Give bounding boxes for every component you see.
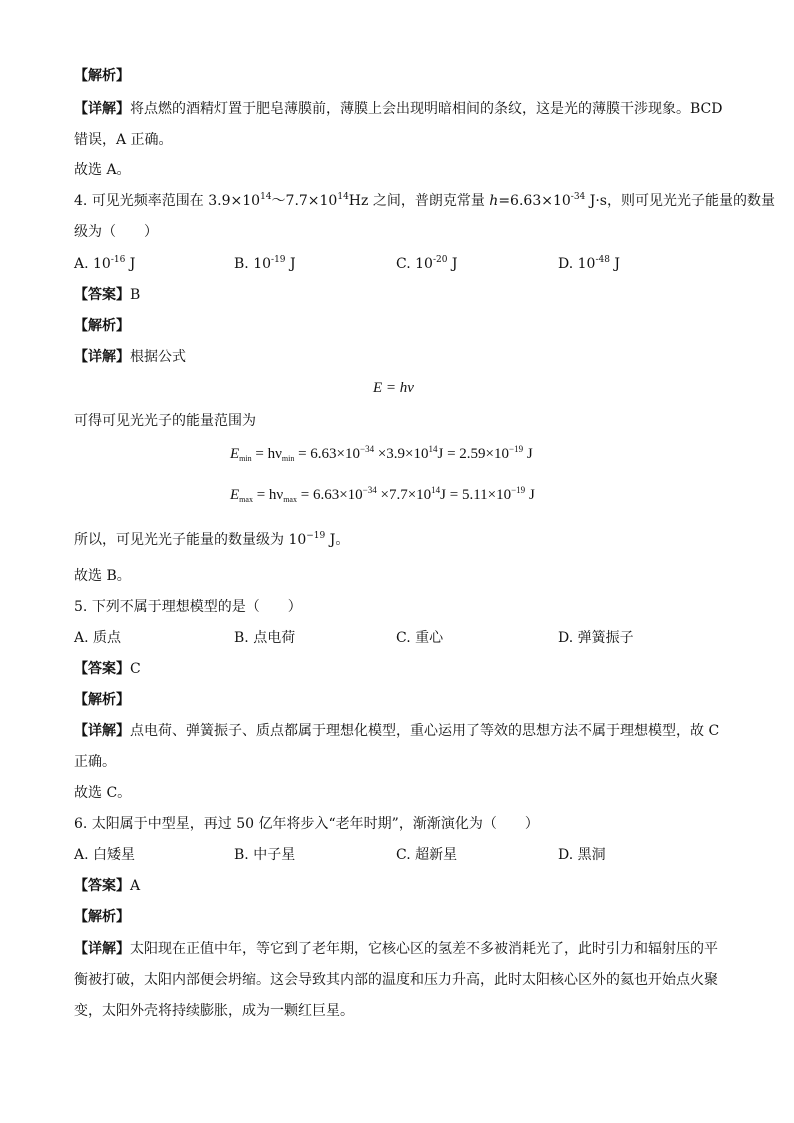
q5-detail-line-1: 【详解】点电荷、弹簧振子、质点都属于理想化模型，重心运用了等效的思想方法不属于理想模型，故 C xyxy=(74,723,720,739)
q3-analysis-heading xyxy=(74,66,130,86)
q4-option-a: A. $10^{-16}$ J xyxy=(74,255,136,272)
formula-e-max: $E_{max} = h\nu_{max} = 6.63\times 10^{-34} \times 7.7\times 10^{14}J = 5.11\times 10^{-19}$ J xyxy=(230,485,535,504)
q5-number: 5. xyxy=(74,599,88,615)
q6-stem: 6. 太阳属于中型星，再过 50 亿年将步入“老年时期”，渐渐演化为（ ） xyxy=(74,816,539,832)
q6-answer-value: A xyxy=(130,878,141,894)
q6-option-a: A. 白矮星 xyxy=(74,847,136,863)
q6-option-c: C. 超新星 xyxy=(396,847,458,863)
q4-analysis-heading: 【解析】 xyxy=(74,318,130,334)
q5-option-b: B. 点电荷 xyxy=(234,630,296,646)
answer-label: 【答案】 xyxy=(74,287,130,303)
q4-conclusion-text: 所以，可见光光子能量的数量级为 $10^{-19}$ J。 xyxy=(74,531,350,548)
q6-answer: 【答案】A xyxy=(74,878,141,894)
q4-range-text: 可得可见光光子的能量范围为 xyxy=(74,413,256,429)
q5-answer: 【答案】C xyxy=(74,661,141,677)
q4-answer xyxy=(74,285,140,305)
q6-detail-line-3: 变，太阳外壳将持续膨胀，成为一颗红巨星。 xyxy=(74,1003,354,1019)
q5-stem: 5. 下列不属于理想模型的是（ ） xyxy=(74,599,302,615)
q5-final: 故选 C。 xyxy=(74,785,132,801)
q5-option-a: A. 质点 xyxy=(74,630,122,646)
q5-analysis-heading: 【解析】 xyxy=(74,692,130,708)
q4-detail-line: 【详解】根据公式 xyxy=(74,349,186,365)
q4-option-d: D. $10^{-48}$ J xyxy=(558,255,621,272)
q6-option-b: B. 中子星 xyxy=(234,847,296,863)
q4-answer-value: B xyxy=(130,287,141,303)
q4-number: 4. xyxy=(74,193,88,209)
q3-conclusion: 故选 A。 xyxy=(74,162,131,178)
q3-detail-line-2: 错误，A 正确。 xyxy=(74,132,173,148)
analysis-label: 【解析】 xyxy=(74,68,130,84)
formula-e-min: $E_{min} = h\nu_{min} = 6.63\times 10^{-34} \times 3.9\times 10^{14}J = 2.59\times 10^{-19}$ J xyxy=(230,444,533,463)
q6-number: 6. xyxy=(74,816,88,832)
q4-option-b: B. $10^{-19}$ J xyxy=(234,255,296,272)
q4-final: 故选 B。 xyxy=(74,568,131,584)
q5-option-d: D. 弹簧振子 xyxy=(558,630,634,646)
q4-option-c: C. $10^{-20}$ J xyxy=(396,255,458,272)
detail-label: 【详解】 xyxy=(74,101,130,117)
q6-detail-line-1: 【详解】太阳现在正值中年，等它到了老年期，它核心区的氢差不多被消耗光了，此时引力和辐射压的平 xyxy=(74,941,718,957)
q6-detail-line-2: 衡被打破，太阳内部便会坍缩。这会导致其内部的温度和压力升高，此时太阳核心区外的氦也开始点火聚 xyxy=(74,972,718,988)
q4-stem-line-2: 级为（ ） xyxy=(74,224,158,240)
q4-stem-line-1: 4. 可见光频率范围在 $3.9\times 10^{14}\sim 7.7\times 10^{14}Hz$ 之间，普朗克常量 $h=6.63\times 10^{-34}$ J·s，则可见光光子能量的数量 xyxy=(74,192,775,209)
q5-detail-line-2: 正确。 xyxy=(74,754,116,770)
q6-analysis-heading: 【解析】 xyxy=(74,909,130,925)
q6-option-d: D. 黑洞 xyxy=(558,847,606,863)
formula-e-equals-h-nu: E = hν xyxy=(373,380,414,396)
q5-option-c: C. 重心 xyxy=(396,630,444,646)
q5-answer-value: C xyxy=(130,661,141,677)
q3-detail-text-1: 将点燃的酒精灯置于肥皂薄膜前，薄膜上会出现明暗相间的条纹，这是光的薄膜干涉现象。BCD xyxy=(130,101,723,117)
q3-detail-line-1 xyxy=(74,99,722,119)
